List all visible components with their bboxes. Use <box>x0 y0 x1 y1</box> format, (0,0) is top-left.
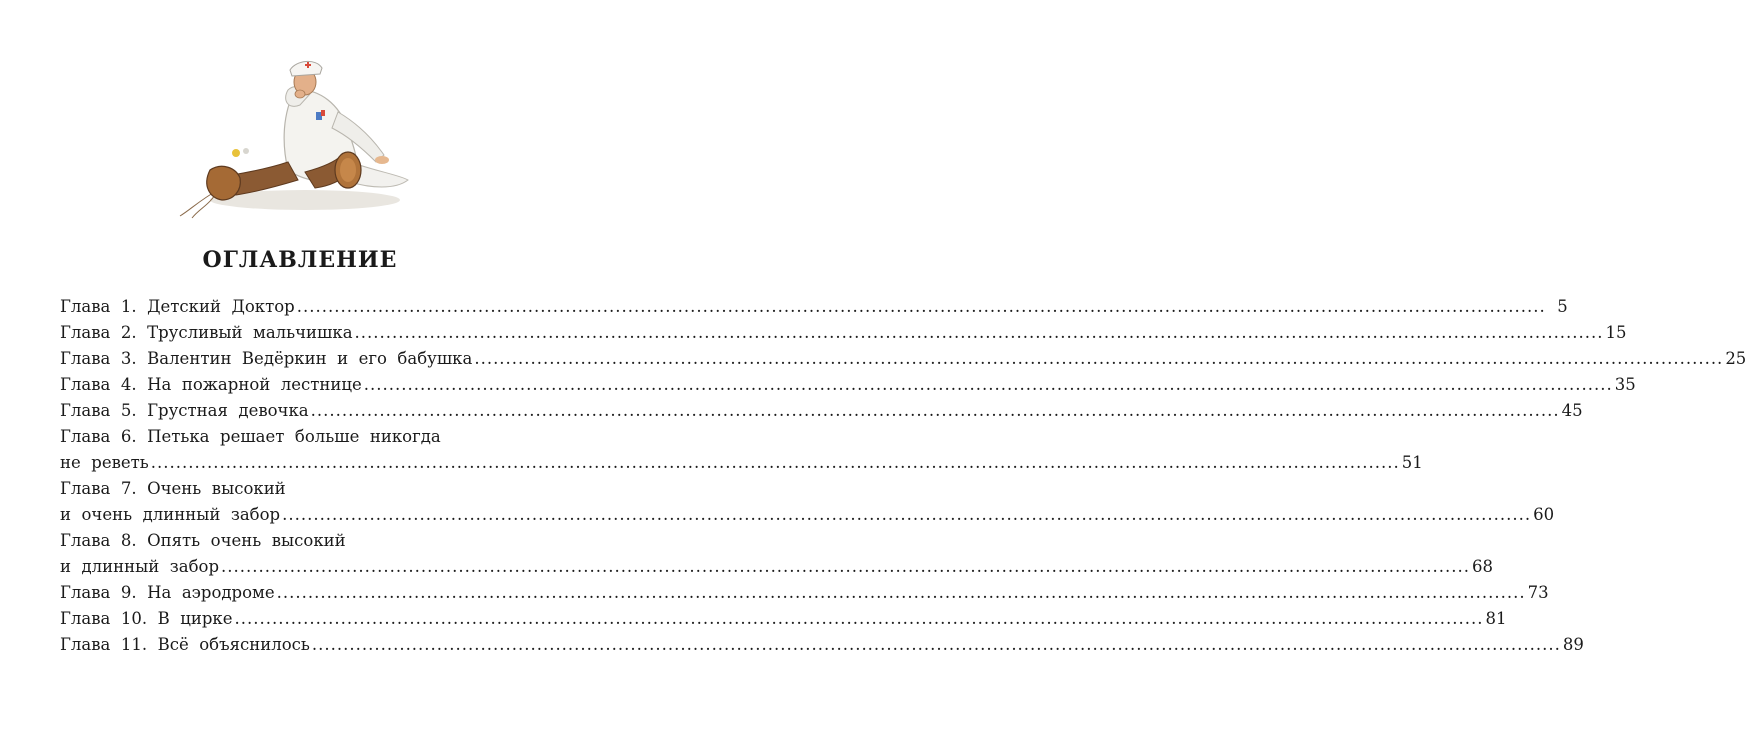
dot-leader: ........................................................................................................................................................................................................ <box>296 297 1546 316</box>
chapter-label: Глава 11. <box>60 635 148 654</box>
chapter-label: Глава 6. <box>60 427 137 446</box>
table-of-contents <box>60 294 1746 658</box>
page-number: 25 <box>1725 349 1746 368</box>
chapter-label: Глава 3. <box>60 349 137 368</box>
toc-entry[interactable] <box>60 632 1584 658</box>
toc-line <box>60 476 518 502</box>
page-number: 15 <box>1605 323 1627 342</box>
chapter-label: Глава 9. <box>60 583 137 602</box>
toc-line <box>60 450 1423 476</box>
dot-leader: ........................................................................................................................................................................................................ <box>150 453 1400 472</box>
doctor-illustration <box>170 50 420 225</box>
toc-entry[interactable] <box>60 372 1636 398</box>
page-number: 51 <box>1401 453 1423 472</box>
chapter-label: Глава 10. <box>60 609 148 628</box>
chapter-title: Петька решает больше никогда <box>147 427 441 446</box>
toc-entry[interactable] <box>60 294 1568 320</box>
toc-entry[interactable] <box>60 398 1583 424</box>
dot-leader: ........................................................................................................................................................................................................ <box>276 583 1526 602</box>
toc-line <box>60 346 1746 372</box>
toc-entry[interactable] <box>60 528 1493 580</box>
toc-title: ОГЛАВЛЕНИЕ <box>202 247 398 273</box>
toc-entry[interactable] <box>60 320 1627 346</box>
page-number: 35 <box>1614 375 1636 394</box>
toc-line <box>60 554 1493 580</box>
toc-line <box>60 502 1555 528</box>
dot-leader: ........................................................................................................................................................................................................ <box>311 635 1561 654</box>
toc-entry[interactable] <box>60 476 1555 528</box>
toc-line <box>60 372 1636 398</box>
chapter-title: не реветь <box>60 453 149 472</box>
chapter-title: На пожарной лестнице <box>147 375 362 394</box>
dot-leader: ........................................................................................................................................................................................................ <box>310 401 1560 420</box>
chapter-title: Детский Доктор <box>147 297 295 316</box>
page-number: 60 <box>1533 505 1555 524</box>
chapter-title: Трусливый мальчишка <box>147 323 353 342</box>
chapter-label: Глава 8. <box>60 531 137 550</box>
toc-line <box>60 294 1568 320</box>
page-number: 68 <box>1472 557 1493 576</box>
toc-entry[interactable] <box>60 424 1423 476</box>
toc-line <box>60 632 1584 658</box>
chapter-title: и длинный забор <box>60 557 220 576</box>
dot-leader: ........................................................................................................................................................................................................ <box>354 323 1604 342</box>
page-number: 81 <box>1485 609 1507 628</box>
dot-leader: ........................................................................................................................................................................................................ <box>234 609 1484 628</box>
toc-entry[interactable] <box>60 580 1549 606</box>
page-number: 73 <box>1527 583 1549 602</box>
dot-leader: ........................................................................................................................................................................................................ <box>221 557 1470 576</box>
chapter-title: и очень длинный забор <box>60 505 281 524</box>
chapter-label: Глава 7. <box>60 479 137 498</box>
toc-line <box>60 320 1627 346</box>
toc-entry[interactable] <box>60 606 1507 632</box>
toc-entry[interactable] <box>60 346 1746 372</box>
chapter-label: Глава 5. <box>60 401 137 420</box>
dot-leader: ........................................................................................................................................................................................................ <box>282 505 1532 524</box>
chapter-title: Валентин Ведёркин и его бабушка <box>147 349 473 368</box>
page-number: 89 <box>1562 635 1584 654</box>
toc-line <box>60 424 518 450</box>
toc-line <box>60 606 1507 632</box>
chapter-label: Глава 4. <box>60 375 137 394</box>
page-number: 45 <box>1561 401 1583 420</box>
chapter-title: В цирке <box>157 609 233 628</box>
toc-line <box>60 398 1583 424</box>
chapter-title: Очень высокий <box>147 479 286 498</box>
chapter-title: На аэродроме <box>147 583 275 602</box>
chapter-label: Глава 2. <box>60 323 137 342</box>
chapter-title: Грустная девочка <box>147 401 309 420</box>
chapter-title: Опять очень высокий <box>147 531 346 550</box>
chapter-label: Глава 1. <box>60 297 137 316</box>
chapter-title: Всё объяснилось <box>157 635 310 654</box>
page-number: 5 <box>1557 297 1568 316</box>
toc-line <box>60 528 518 554</box>
dot-leader: ........................................................................................................................................................................................................ <box>363 375 1613 394</box>
toc-line <box>60 580 1549 606</box>
dot-leader: ........................................................................................................................................................................................................ <box>474 349 1724 368</box>
